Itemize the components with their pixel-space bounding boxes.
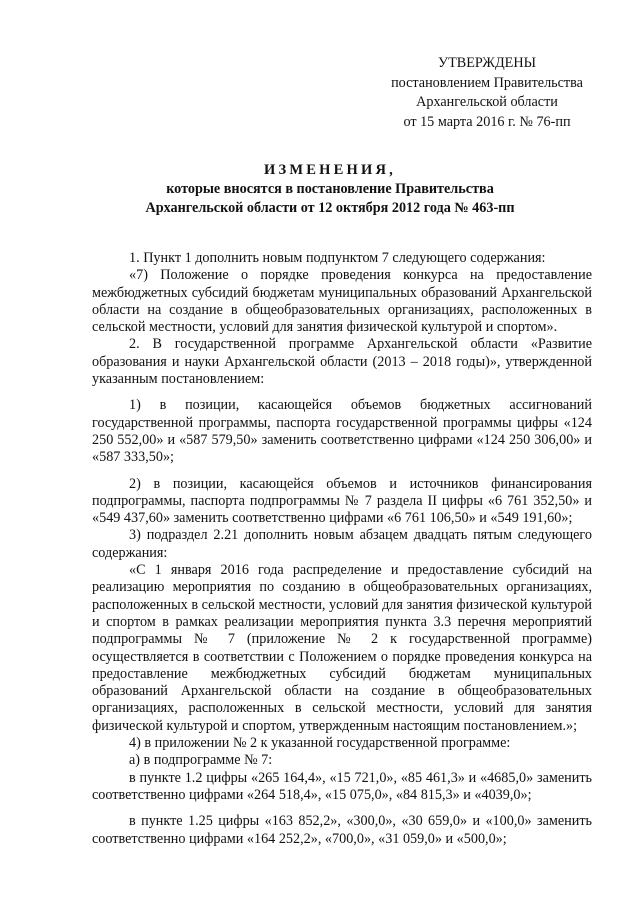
paragraph: 4) в приложении № 2 к указанной государственной программе: bbox=[129, 735, 511, 752]
paragraph: «7) Положение о порядке проведения конкурса на предоставление межбюджетных субсидий бюджетам муниципальных образований Архангельской области на создание в общеобразовательных организациях, расположенных в сельской местности, условий для занятия физической культурой и спортом». bbox=[92, 267, 592, 336]
approval-date-line: от 15 марта 2016 г. № 76-пп bbox=[403, 113, 571, 130]
approval-line: Архангельской области bbox=[416, 94, 558, 110]
approval-heading: УТВЕРЖДЕНЫ bbox=[438, 55, 536, 71]
title-main: ИЗМЕНЕНИЯ, bbox=[264, 162, 396, 178]
paragraph: в пункте 1.2 цифры «265 164,4», «15 721,0», «85 461,3» и «4685,0» заменить соответственно цифрами «264 518,4», «15 075,0», «84 815,3» и «4039,0»; bbox=[92, 769, 592, 803]
paragraph: «С 1 января 2016 года распределение и предоставление субсидий на реализацию мероприятия по созданию в общеобразовательных организациях, расположенных в сельской местности, условий для занятия физической культурой и спортом в рамках реализации мероприятия пункта 3.3 перечня мероприятий подпрограммы № 7 (приложение № 2 к государственной программе) осуществляется в соответствии с Положением о порядке проведения конкурса на предоставление межбюджетных субсидий бюджетам муниципальных образований Архангельской области на создание в общеобразовательных организациях, расположенных в сельской местности, условий для занятия физической культурой и спортом, утвержденным настоящим постановлением.»; bbox=[92, 562, 592, 734]
approval-line: постановлением Правительства bbox=[391, 74, 583, 91]
approval-block bbox=[372, 54, 602, 132]
paragraph: в пункте 1.25 цифры «163 852,2», «300,0», «30 659,0» и «100,0» заменить соответственно цифрами «164 252,2», «700,0», «31 059,0» и «500,0»; bbox=[92, 813, 592, 847]
title-subtitle-line: Архангельской области от 12 октября 2012 года № 463-пп bbox=[145, 200, 515, 216]
paragraph: а) в подпрограмме № 7: bbox=[129, 752, 273, 769]
paragraph: 2. В государственной программе Архангельской области «Развитие образования и науки Архангельской области (2013 – 2018 годы)», утвержденной указанным постановлением: bbox=[92, 336, 592, 388]
paragraph: 1. Пункт 1 дополнить новым подпунктом 7 следующего содержания: bbox=[129, 250, 546, 266]
paragraph: 2) в позиции, касающейся объемов и источников финансирования подпрограммы, паспорта подпрограммы № 7 раздела II цифры «6 761 352,50» и «549 437,60» заменить соответственно цифрами «6 761 106,50» и «549 191,60»; bbox=[92, 475, 592, 527]
title-subtitle-line: которые вносятся в постановление Правительства bbox=[166, 181, 494, 197]
paragraph: 3) подраздел 2.21 дополнить новым абзацем двадцать пятым следующего содержания: bbox=[92, 527, 592, 561]
paragraph: 1) в позиции, касающейся объемов бюджетных ассигнований государственной программы, паспорта государственной программы цифры «124 250 552,00» и «587 579,50» заменить соответственно цифрами «124 250 306,00» и «587 333,50»; bbox=[92, 397, 592, 466]
document-title bbox=[80, 160, 580, 218]
document-body bbox=[92, 250, 592, 848]
